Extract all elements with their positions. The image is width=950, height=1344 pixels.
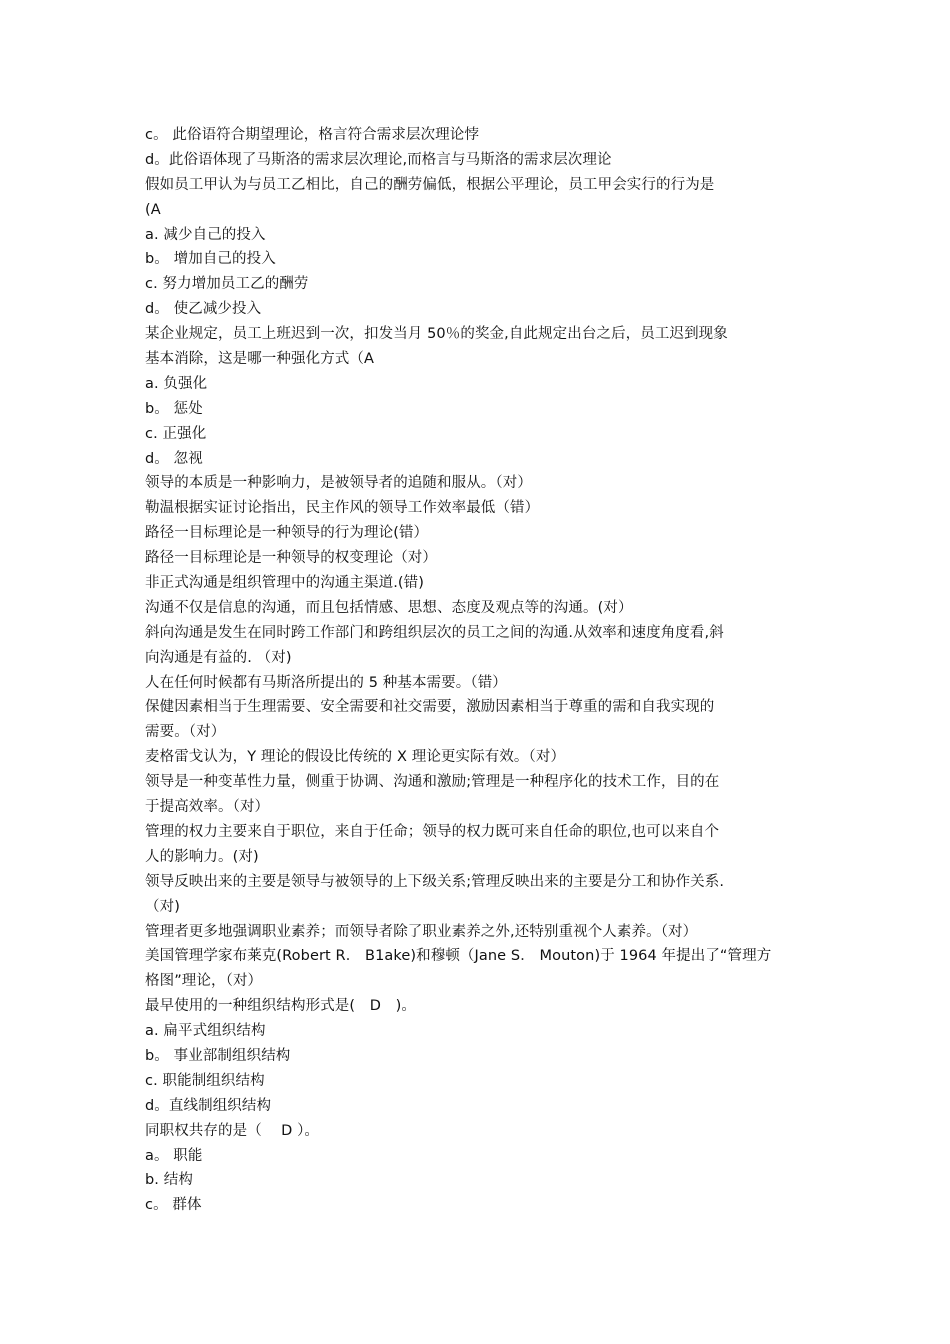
option-a: a. 扁平式组织结构 (145, 1023, 266, 1040)
question-text: 同职权共存的是（ D ）。 (145, 1122, 320, 1139)
statement-line: 人的影响力。(对) (145, 848, 259, 865)
question-text: (A (145, 201, 161, 218)
statement-line: 管理的权力主要来自于职位，来自于任命；领导的权力既可来自任命的职位,也可以来自个 (145, 823, 720, 840)
question-text: 基本消除，这是哪一种强化方式（A (145, 351, 375, 368)
option-b: b。 事业部制组织结构 (145, 1047, 291, 1064)
option-a: a. 减少自己的投入 (145, 226, 266, 243)
statement-line: 沟通不仅是信息的沟通，而且包括情感、思想、态度及观点等的沟通。(对） (145, 599, 633, 616)
option-c: c。 群体 (145, 1197, 202, 1214)
option-b: b。 增加自己的投入 (145, 251, 276, 268)
option-d: d。直线制组织结构 (145, 1097, 272, 1114)
option-b: b。 惩处 (145, 400, 203, 417)
statement-line: 于提高效率。（对） (145, 799, 270, 816)
statement-line: 领导是一种变革性力量，侧重于协调、沟通和激励;管理是一种程序化的技术工作，目的在 (145, 774, 720, 791)
statement-line: 斜向沟通是发生在同时跨工作部门和跨组织层次的员工之间的沟通.从效率和速度角度看,斜 (145, 624, 724, 641)
statement-line: 保健因素相当于生理需要、安全需要和社交需要，激励因素相当于尊重的需和自我实现的 (145, 699, 715, 716)
statement-line: 向沟通是有益的. （对) (145, 649, 292, 666)
option-a: a. 负强化 (145, 375, 208, 392)
statement-line: 管理者更多地强调职业素养；而领导者除了职业素养之外,还特别重视个人素养。（对） (145, 923, 698, 940)
statement-line: 领导的本质是一种影响力，是被领导者的追随和服从。（对） (145, 475, 532, 492)
option-d: d。 使乙减少投入 (145, 301, 262, 318)
text-line: d。此俗语体现了马斯洛的需求层次理论,而格言与马斯洛的需求层次理论 (145, 151, 612, 168)
option-b: b. 结构 (145, 1172, 193, 1189)
option-c: c. 职能制组织结构 (145, 1072, 265, 1089)
question-text: 假如员工甲认为与员工乙相比，自己的酬劳偏低，根据公平理论，员工甲会实行的行为是 (145, 176, 715, 193)
statement-line: 非正式沟通是组织管理中的沟通主渠道.(错) (145, 575, 425, 592)
statement-line: （对) (145, 898, 180, 915)
statement-line: 路径一目标理论是一种领导的行为理论(错） (145, 525, 429, 542)
statement-line: 需要。（对） (145, 724, 226, 741)
statement-line: 麦格雷戈认为，Y 理论的假设比传统的 X 理论更实际有效。（对） (145, 749, 566, 766)
statement-line: 美国管理学家布莱克(Robert R． B1ake)和穆顿（Jane S． Mouton)于 1964 年提出了“管理方 (145, 948, 772, 965)
statement-line: 勒温根据实证讨论指出，民主作风的领导工作效率最低（错） (145, 500, 540, 517)
option-c: c. 正强化 (145, 425, 207, 442)
statement-line: 领导反映出来的主要是领导与被领导的上下级关系;管理反映出来的主要是分工和协作关系. (145, 873, 725, 890)
option-d: d。 忽视 (145, 450, 203, 467)
statement-line: 格图”理论，（对） (145, 973, 263, 990)
statement-line: 人在任何时候都有马斯洛所提出的 5 种基本需要。（错） (145, 674, 507, 691)
question-text: 某企业规定，员工上班迟到一次，扣发当月 50％的奖金,自此规定出台之后，员工迟到现象 (145, 326, 728, 343)
text-line: c。 此俗语符合期望理论，格言符合需求层次理论悖 (145, 127, 479, 143)
option-c: c. 努力增加员工乙的酬劳 (145, 276, 309, 293)
option-a: a。 职能 (145, 1147, 203, 1164)
document-body (145, 123, 810, 1218)
question-text: 最早使用的一种组织结构形式是( D )。 (145, 998, 416, 1015)
statement-line: 路径一目标理论是一种领导的权变理论（对） (145, 550, 437, 567)
